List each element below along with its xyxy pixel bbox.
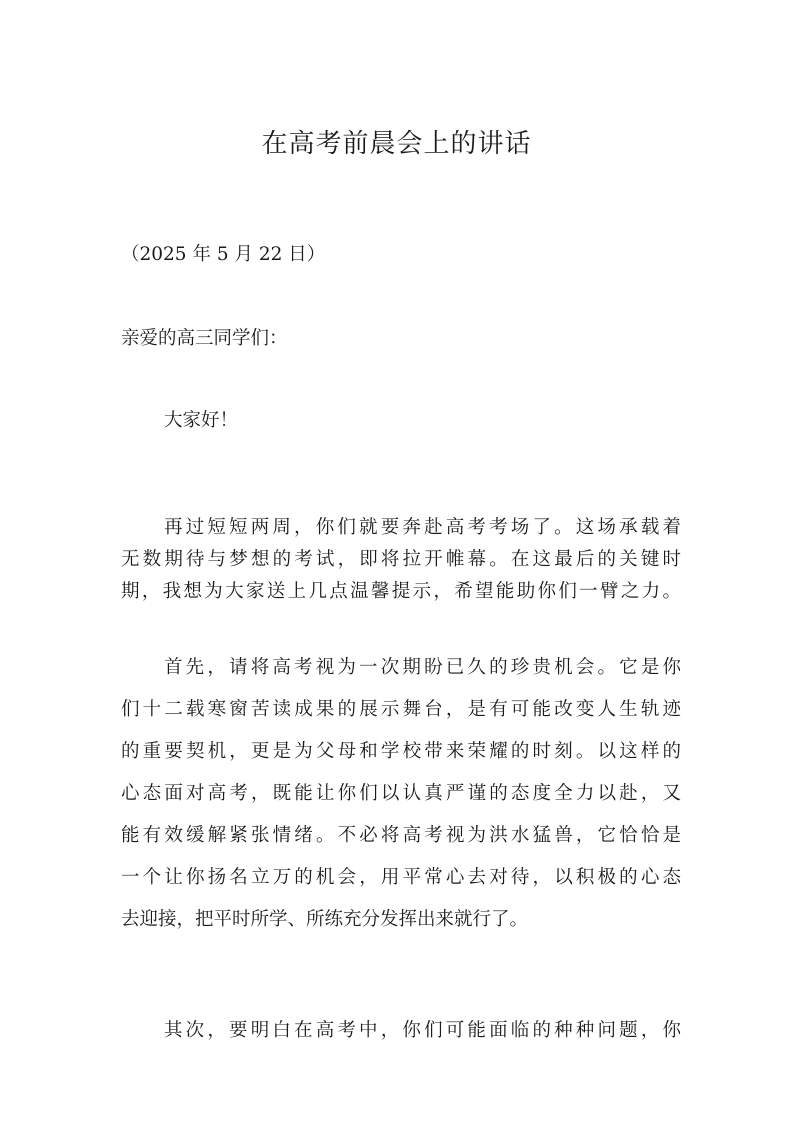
paragraph-line: 去迎接，把平时所学、所练充分发挥出来就行了。 [121, 909, 529, 930]
document-title: 在高考前晨会上的讲话 [261, 129, 532, 159]
paragraph-line: 首先，请将高考视为一次期盼已久的珍贵机会。它是你 [164, 657, 681, 678]
paragraph-line: 的重要契机，更是为父母和学校带来荣耀的时刻。以这样的 [121, 741, 681, 762]
paragraph-line: 一个让你扬名立万的机会，用平常心去对待，以积极的心态 [121, 867, 681, 888]
paragraph-line: 们十二载寒窗苦读成果的展示舞台，是有可能改变人生轨迹 [121, 699, 681, 720]
paragraph-line: 其次，要明白在高考中，你们可能面临的种种问题，你 [164, 1020, 681, 1041]
paragraph-line: 能有效缓解紧张情绪。不必将高考视为洪水猛兽，它恰恰是 [121, 825, 681, 846]
paragraph-line: 期，我想为大家送上几点温馨提示，希望能助你们一臂之力。 [121, 581, 681, 602]
paragraph-line: 无数期待与梦想的考试，即将拉开帷幕。在这最后的关键时 [121, 549, 681, 570]
salutation: 亲爱的高三同学们： [121, 328, 288, 349]
document-date: （2025 年 5 月 22 日） [121, 244, 326, 265]
paragraph-line: 再过短短两周，你们就要奔赴高考考场了。这场承载着 [164, 517, 681, 538]
greeting: 大家好！ [164, 410, 239, 431]
paragraph-line: 心态面对高考，既能让你们以认真严谨的态度全力以赴，又 [121, 783, 681, 804]
